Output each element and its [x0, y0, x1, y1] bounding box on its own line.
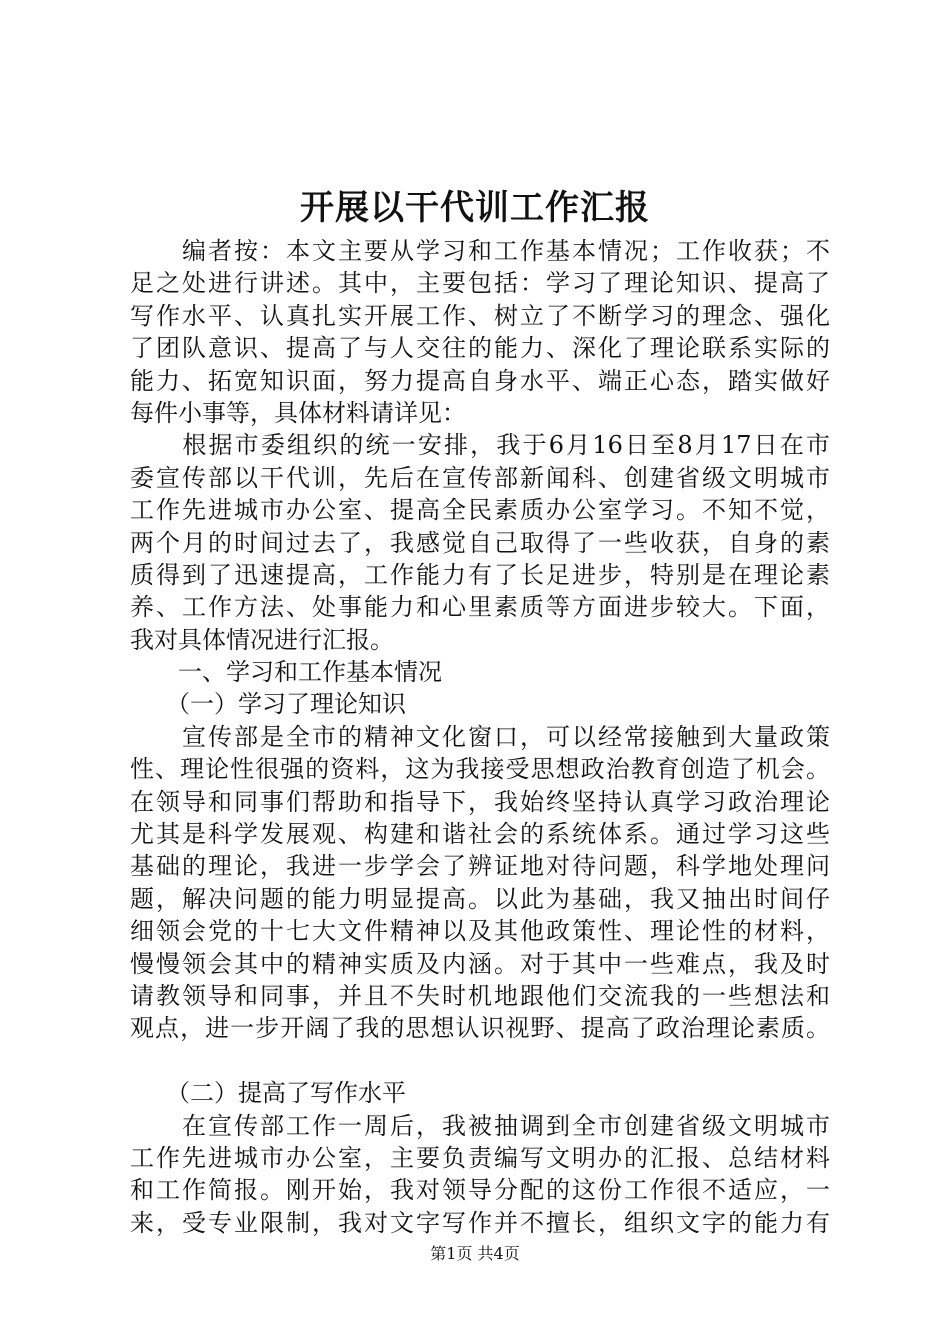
text-line: 养、工作方法、处事能力和心里素质等方面进步较大。下面， [130, 593, 830, 622]
text-line: 工作先进城市办公室、提高全民素质办公室学习。不知不觉， [130, 496, 830, 525]
text-line: 性、理论性很强的资料，这为我接受思想政治教育创造了机会。 [130, 755, 830, 784]
text-line: 请教领导和同事，并且不失时机地跟他们交流我的一些想法和 [130, 981, 830, 1010]
text-line: 在宣传部工作一周后，我被抽调到全市创建省级文明城市 [130, 1111, 830, 1140]
text-line: 工作先进城市办公室，主要负责编写文明办的汇报、总结材料 [130, 1143, 830, 1172]
text-line: 在领导和同事们帮助和指导下，我始终坚持认真学习政治理论 [130, 787, 830, 816]
text-line: 尤其是科学发展观、构建和谐社会的系统体系。通过学习这些 [130, 820, 830, 849]
text-line: 质得到了迅速提高，工作能力有了长足进步，特别是在理论素 [130, 560, 830, 589]
text-line: 能力、拓宽知识面，努力提高自身水平、端正心态，踏实做好 [130, 366, 830, 395]
text-line: 根据市委组织的统一安排，我于6月16日至8月17日在市 [130, 431, 830, 460]
text-line: 编者按：本文主要从学习和工作基本情况；工作收获；不 [130, 237, 830, 265]
text-line: 我对具体情况进行汇报。 [130, 625, 394, 654]
text-line: （一）学习了理论知识 [130, 690, 406, 719]
paragraph-gap [130, 1045, 830, 1077]
text-line: 足之处进行讲述。其中，主要包括：学习了理论知识、提高了 [130, 269, 830, 298]
text-line: 观点，进一步开阔了我的思想认识视野、提高了政治理论素质。 [130, 1014, 830, 1043]
document-body [130, 235, 830, 1239]
text-line: 委宣传部以干代训，先后在宣传部新闻科、创建省级文明城市 [130, 463, 830, 492]
text-line: 慢慢领会其中的精神实质及内涵。对于其中一些难点，我及时 [130, 949, 830, 978]
text-line: 题，解决问题的能力明显提高。以此为基础，我又抽出时间仔 [130, 884, 830, 913]
page-footer: 第1页 共4页 [430, 1244, 520, 1263]
text-line: 细领会党的十七大文件精神以及其他政策性、理论性的材料， [130, 917, 830, 946]
text-line: 一、学习和工作基本情况 [130, 658, 442, 687]
text-line: （二）提高了写作水平 [130, 1079, 406, 1108]
text-line: 和工作简报。刚开始，我对领导分配的这份工作很不适应，一 [130, 1176, 830, 1205]
text-line: 宣传部是全市的精神文化窗口，可以经常接触到大量政策 [130, 722, 830, 751]
text-line: 基础的理论，我进一步学会了辨证地对待问题，科学地处理问 [130, 852, 830, 881]
document-title: 开展以干代训工作汇报 [300, 188, 650, 228]
text-line: 两个月的时间过去了，我感觉自己取得了一些收获，自身的素 [130, 528, 830, 557]
text-line: 写作水平、认真扎实开展工作、树立了不断学习的理念、强化 [130, 301, 830, 330]
text-line: 来，受专业限制，我对文字写作并不擅长，组织文字的能力有 [130, 1208, 830, 1237]
text-line: 每件小事等，具体材料请详见： [130, 398, 466, 427]
text-line: 了团队意识、提高了与人交往的能力、深化了理论联系实际的 [130, 334, 830, 363]
